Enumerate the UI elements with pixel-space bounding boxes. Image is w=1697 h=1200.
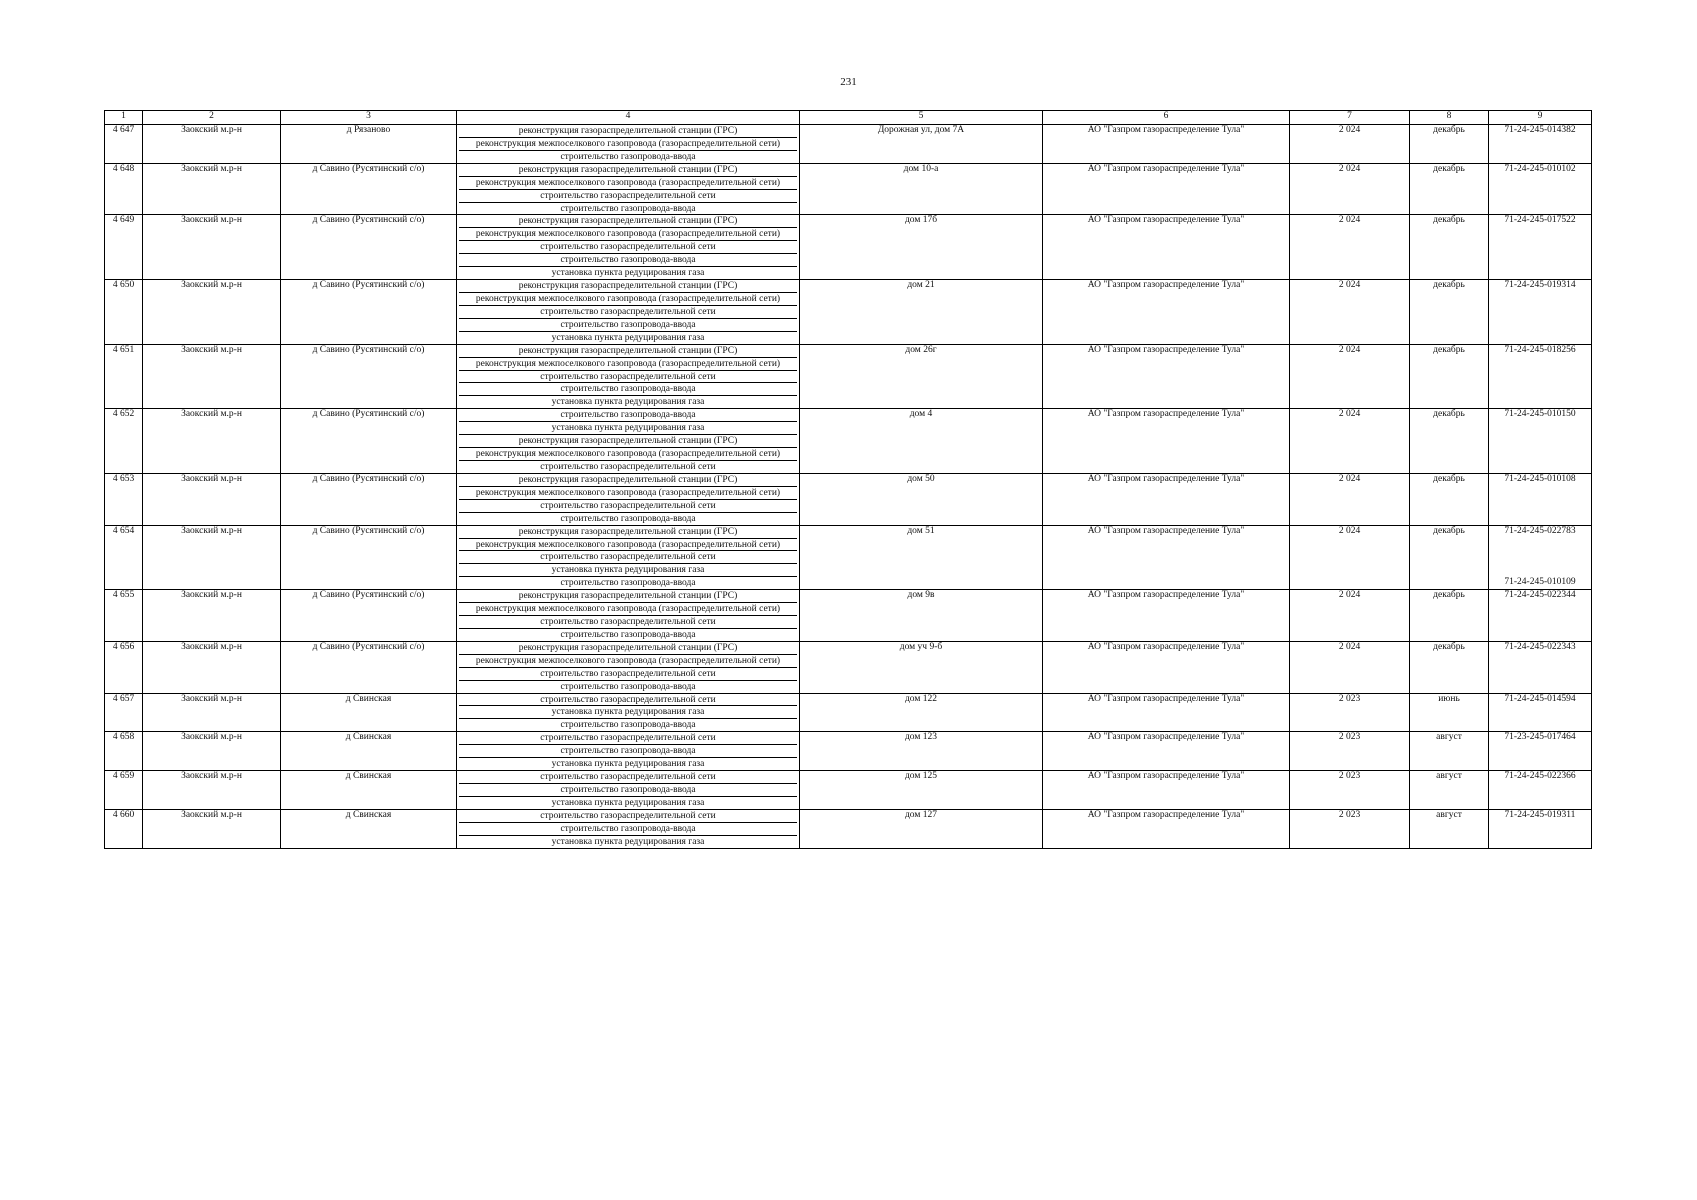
- table-row: [105, 409, 1592, 474]
- work-item: реконструкция газораспределительной станции (ГРС): [459, 435, 797, 448]
- organization-cell: АО "Газпром газораспределение Тула": [1043, 732, 1290, 771]
- year-cell: 2 024: [1290, 125, 1410, 164]
- year-cell: 2 023: [1290, 693, 1410, 732]
- table-row: [105, 125, 1592, 164]
- works-cell: [457, 693, 800, 732]
- month-cell: декабрь: [1410, 215, 1489, 280]
- work-item: реконструкция газораспределительной станции (ГРС): [459, 590, 797, 603]
- row-number: 4 660: [105, 809, 143, 848]
- row-number: 4 651: [105, 344, 143, 409]
- month-cell: август: [1410, 809, 1489, 848]
- column-header: 9: [1489, 111, 1592, 125]
- code-value: 71-24-245-010102: [1504, 163, 1576, 174]
- table-row: [105, 525, 1592, 590]
- organization-cell: АО "Газпром газораспределение Тула": [1043, 344, 1290, 409]
- month-cell: декабрь: [1410, 344, 1489, 409]
- year-cell: 2 023: [1290, 732, 1410, 771]
- address-cell: дом уч 9-б: [800, 641, 1043, 693]
- header-row: [105, 111, 1592, 125]
- code-value: 71-24-245-014594: [1504, 693, 1576, 704]
- locality-cell: д Свинская: [281, 771, 457, 810]
- locality-cell: д Свинская: [281, 809, 457, 848]
- row-number: 4 654: [105, 525, 143, 590]
- row-number: 4 649: [105, 215, 143, 280]
- locality-cell: д Савино (Русятинский с/о): [281, 641, 457, 693]
- works-cell: [457, 280, 800, 345]
- code-value: 71-24-245-019311: [1504, 809, 1576, 820]
- address-cell: дом 17б: [800, 215, 1043, 280]
- year-cell: 2 024: [1290, 163, 1410, 215]
- work-item: реконструкция газораспределительной станции (ГРС): [459, 215, 797, 228]
- work-item: установка пункта редуцирования газа: [551, 836, 705, 847]
- work-item: реконструкция газораспределительной станции (ГРС): [459, 164, 797, 177]
- organization-cell: АО "Газпром газораспределение Тула": [1043, 473, 1290, 525]
- month-cell: декабрь: [1410, 473, 1489, 525]
- work-item: установка пункта редуцирования газа: [551, 759, 705, 770]
- code-cell: [1489, 409, 1592, 474]
- work-item: строительство газораспределительной сети: [459, 668, 797, 681]
- work-item: установка пункта редуцирования газа: [551, 268, 705, 279]
- works-cell: [457, 525, 800, 590]
- code-value: 71-24-245-018256: [1504, 344, 1576, 355]
- column-header: 3: [281, 111, 457, 125]
- code-value: 71-24-245-022366: [1504, 771, 1576, 782]
- works-list: [459, 642, 797, 693]
- work-item: реконструкция межпоселкового газопровода (газораспределительной сети): [459, 228, 797, 241]
- work-item: реконструкция газораспределительной станции (ГРС): [459, 642, 797, 655]
- table-row: [105, 590, 1592, 642]
- month-cell: август: [1410, 771, 1489, 810]
- month-cell: декабрь: [1410, 590, 1489, 642]
- code-cell: [1489, 693, 1592, 732]
- work-item: установка пункта редуцирования газа: [551, 397, 705, 408]
- district-cell: Заокский м.р-н: [143, 525, 281, 590]
- year-cell: 2 024: [1290, 641, 1410, 693]
- works-list: [459, 694, 797, 732]
- column-header: 5: [800, 111, 1043, 125]
- work-item: строительство газопровода-ввода: [560, 151, 696, 162]
- district-cell: Заокский м.р-н: [143, 344, 281, 409]
- code-cell: [1489, 590, 1592, 642]
- organization-cell: АО "Газпром газораспределение Тула": [1043, 215, 1290, 280]
- locality-cell: д Савино (Русятинский с/о): [281, 163, 457, 215]
- works-list: [459, 125, 797, 163]
- table-row: [105, 771, 1592, 810]
- year-cell: 2 024: [1290, 473, 1410, 525]
- works-cell: [457, 771, 800, 810]
- code-value: 71-24-245-010150: [1504, 409, 1576, 420]
- row-number: 4 653: [105, 473, 143, 525]
- district-cell: Заокский м.р-н: [143, 215, 281, 280]
- locality-cell: д Савино (Русятинский с/о): [281, 280, 457, 345]
- row-number: 4 657: [105, 693, 143, 732]
- address-cell: дом 125: [800, 771, 1043, 810]
- work-item: строительство газопровода-ввода: [560, 578, 696, 589]
- organization-cell: АО "Газпром газораспределение Тула": [1043, 125, 1290, 164]
- work-item: установка пункта редуцирования газа: [551, 797, 705, 808]
- code-cell: [1489, 641, 1592, 693]
- works-list: [459, 215, 797, 279]
- gasification-table: [104, 110, 1592, 849]
- locality-cell: д Савино (Русятинский с/о): [281, 344, 457, 409]
- work-item: строительство газораспределительной сети: [459, 306, 797, 319]
- locality-cell: д Савино (Русятинский с/о): [281, 409, 457, 474]
- code-cell: [1489, 732, 1592, 771]
- district-cell: Заокский м.р-н: [143, 409, 281, 474]
- table-row: [105, 280, 1592, 345]
- table-row: [105, 693, 1592, 732]
- row-number: 4 648: [105, 163, 143, 215]
- code-value-extra: 71-24-245-010109: [1504, 577, 1576, 588]
- works-cell: [457, 809, 800, 848]
- work-item: строительство газопровода-ввода: [459, 784, 797, 797]
- code-cell: [1489, 280, 1592, 345]
- work-item: реконструкция газораспределительной станции (ГРС): [459, 526, 797, 539]
- organization-cell: АО "Газпром газораспределение Тула": [1043, 809, 1290, 848]
- year-cell: 2 024: [1290, 525, 1410, 590]
- row-number: 4 652: [105, 409, 143, 474]
- code-cell: [1489, 215, 1592, 280]
- locality-cell: д Савино (Русятинский с/о): [281, 525, 457, 590]
- locality-cell: д Савино (Русятинский с/о): [281, 473, 457, 525]
- work-item: строительство газораспределительной сети: [459, 190, 797, 203]
- table-row: [105, 473, 1592, 525]
- code-cell: [1489, 163, 1592, 215]
- district-cell: Заокский м.р-н: [143, 125, 281, 164]
- work-item: установка пункта редуцирования газа: [459, 706, 797, 719]
- row-number: 4 659: [105, 771, 143, 810]
- work-item: строительство газораспределительной сети: [459, 616, 797, 629]
- work-item: реконструкция газораспределительной станции (ГРС): [459, 280, 797, 293]
- address-cell: дом 26г: [800, 344, 1043, 409]
- address-cell: дом 51: [800, 525, 1043, 590]
- code-value: 71-23-245-017464: [1504, 732, 1576, 743]
- column-header: 4: [457, 111, 800, 125]
- works-cell: [457, 590, 800, 642]
- work-item: строительство газораспределительной сети: [459, 771, 797, 784]
- district-cell: Заокский м.р-н: [143, 771, 281, 810]
- code-value: 71-24-245-010108: [1504, 473, 1576, 484]
- works-cell: [457, 344, 800, 409]
- address-cell: дом 4: [800, 409, 1043, 474]
- code-cell: [1489, 525, 1592, 590]
- district-cell: Заокский м.р-н: [143, 590, 281, 642]
- works-list: [459, 732, 797, 770]
- month-cell: декабрь: [1410, 163, 1489, 215]
- work-item: реконструкция газораспределительной станции (ГРС): [459, 474, 797, 487]
- row-number: 4 658: [105, 732, 143, 771]
- code-value: 71-24-245-022783: [1504, 525, 1576, 536]
- work-item: строительство газораспределительной сети: [459, 694, 797, 707]
- table-row: [105, 732, 1592, 771]
- works-list: [459, 345, 797, 409]
- organization-cell: АО "Газпром газораспределение Тула": [1043, 590, 1290, 642]
- locality-cell: д Савино (Русятинский с/о): [281, 590, 457, 642]
- year-cell: 2 024: [1290, 409, 1410, 474]
- code-cell: [1489, 473, 1592, 525]
- work-item: реконструкция газораспределительной станции (ГРС): [459, 125, 797, 138]
- work-item: строительство газопровода-ввода: [459, 254, 797, 267]
- month-cell: декабрь: [1410, 280, 1489, 345]
- work-item: строительство газораспределительной сети: [459, 371, 797, 384]
- district-cell: Заокский м.р-н: [143, 473, 281, 525]
- table-row: [105, 215, 1592, 280]
- district-cell: Заокский м.р-н: [143, 163, 281, 215]
- work-item: реконструкция межпоселкового газопровода (газораспределительной сети): [459, 293, 797, 306]
- code-cell: [1489, 771, 1592, 810]
- month-cell: июнь: [1410, 693, 1489, 732]
- work-item: строительство газопровода-ввода: [459, 745, 797, 758]
- organization-cell: АО "Газпром газораспределение Тула": [1043, 693, 1290, 732]
- month-cell: декабрь: [1410, 125, 1489, 164]
- locality-cell: д Савино (Русятинский с/о): [281, 215, 457, 280]
- year-cell: 2 024: [1290, 280, 1410, 345]
- work-item: строительство газопровода-ввода: [459, 319, 797, 332]
- work-item: реконструкция межпоселкового газопровода (газораспределительной сети): [459, 138, 797, 151]
- table-row: [105, 641, 1592, 693]
- work-item: реконструкция межпоселкового газопровода (газораспределительной сети): [459, 539, 797, 552]
- organization-cell: АО "Газпром газораспределение Тула": [1043, 525, 1290, 590]
- address-cell: дом 10-а: [800, 163, 1043, 215]
- locality-cell: д Свинская: [281, 693, 457, 732]
- code-value: 71-24-245-019314: [1504, 280, 1576, 291]
- organization-cell: АО "Газпром газораспределение Тула": [1043, 163, 1290, 215]
- work-item: реконструкция газораспределительной станции (ГРС): [459, 345, 797, 358]
- column-header: 1: [105, 111, 143, 125]
- row-number: 4 655: [105, 590, 143, 642]
- work-item: реконструкция межпоселкового газопровода (газораспределительной сети): [459, 448, 797, 461]
- work-item: строительство газораспределительной сети: [459, 732, 797, 745]
- district-cell: Заокский м.р-н: [143, 732, 281, 771]
- works-list: [459, 590, 797, 641]
- work-item: строительство газопровода-ввода: [459, 409, 797, 422]
- code-value: 71-24-245-014382: [1504, 125, 1576, 135]
- organization-cell: АО "Газпром газораспределение Тула": [1043, 771, 1290, 810]
- works-list: [459, 280, 797, 344]
- year-cell: 2 024: [1290, 344, 1410, 409]
- code-value: 71-24-245-022343: [1504, 641, 1576, 652]
- month-cell: август: [1410, 732, 1489, 771]
- work-item: установка пункта редуцирования газа: [459, 564, 797, 577]
- code-cell: [1489, 809, 1592, 848]
- address-cell: дом 21: [800, 280, 1043, 345]
- work-item: реконструкция межпоселкового газопровода (газораспределительной сети): [459, 358, 797, 371]
- column-header: 6: [1043, 111, 1290, 125]
- locality-cell: д Рязаново: [281, 125, 457, 164]
- column-header: 2: [143, 111, 281, 125]
- work-item: строительство газораспределительной сети: [459, 241, 797, 254]
- district-cell: Заокский м.р-н: [143, 809, 281, 848]
- address-cell: дом 127: [800, 809, 1043, 848]
- works-list: [459, 526, 797, 590]
- works-cell: [457, 409, 800, 474]
- works-list: [459, 409, 797, 473]
- address-cell: дом 123: [800, 732, 1043, 771]
- district-cell: Заокский м.р-н: [143, 693, 281, 732]
- works-list: [459, 810, 797, 848]
- year-cell: 2 024: [1290, 590, 1410, 642]
- works-list: [459, 771, 797, 809]
- month-cell: декабрь: [1410, 409, 1489, 474]
- work-item: установка пункта редуцирования газа: [551, 332, 705, 343]
- page-number: 231: [840, 76, 857, 88]
- work-item: строительство газопровода-ввода: [560, 203, 696, 214]
- year-cell: 2 024: [1290, 215, 1410, 280]
- work-item: строительство газораспределительной сети: [540, 461, 716, 472]
- work-item: установка пункта редуцирования газа: [459, 422, 797, 435]
- table-row: [105, 344, 1592, 409]
- works-cell: [457, 163, 800, 215]
- row-number: 4 650: [105, 280, 143, 345]
- address-cell: Дорожная ул, дом 7А: [800, 125, 1043, 164]
- table-row: [105, 809, 1592, 848]
- works-cell: [457, 473, 800, 525]
- work-item: строительство газопровода-ввода: [459, 823, 797, 836]
- year-cell: 2 023: [1290, 771, 1410, 810]
- works-list: [459, 474, 797, 525]
- address-cell: дом 9в: [800, 590, 1043, 642]
- works-cell: [457, 215, 800, 280]
- works-cell: [457, 641, 800, 693]
- works-list: [459, 164, 797, 215]
- work-item: строительство газопровода-ввода: [560, 629, 696, 640]
- work-item: строительство газопровода-ввода: [560, 720, 696, 731]
- work-item: строительство газораспределительной сети: [459, 500, 797, 513]
- locality-cell: д Свинская: [281, 732, 457, 771]
- district-cell: Заокский м.р-н: [143, 641, 281, 693]
- work-item: строительство газораспределительной сети: [459, 810, 797, 823]
- code-cell: [1489, 125, 1592, 164]
- organization-cell: АО "Газпром газораспределение Тула": [1043, 280, 1290, 345]
- work-item: реконструкция межпоселкового газопровода (газораспределительной сети): [459, 177, 797, 190]
- row-number: 4 647: [105, 125, 143, 164]
- district-cell: Заокский м.р-н: [143, 280, 281, 345]
- works-cell: [457, 732, 800, 771]
- table-row: [105, 163, 1592, 215]
- code-value: 71-24-245-017522: [1504, 215, 1576, 226]
- organization-cell: АО "Газпром газораспределение Тула": [1043, 409, 1290, 474]
- works-cell: [457, 125, 800, 164]
- work-item: реконструкция межпоселкового газопровода (газораспределительной сети): [459, 487, 797, 500]
- work-item: реконструкция межпоселкового газопровода (газораспределительной сети): [459, 603, 797, 616]
- work-item: строительство газопровода-ввода: [560, 681, 696, 692]
- column-header: 7: [1290, 111, 1410, 125]
- work-item: строительство газораспределительной сети: [459, 551, 797, 564]
- month-cell: декабрь: [1410, 525, 1489, 590]
- address-cell: дом 122: [800, 693, 1043, 732]
- year-cell: 2 023: [1290, 809, 1410, 848]
- column-header: 8: [1410, 111, 1489, 125]
- work-item: реконструкция межпоселкового газопровода (газораспределительной сети): [459, 655, 797, 668]
- address-cell: дом 50: [800, 473, 1043, 525]
- work-item: строительство газопровода-ввода: [459, 383, 797, 396]
- code-value: 71-24-245-022344: [1504, 590, 1576, 601]
- code-cell: [1489, 344, 1592, 409]
- work-item: строительство газопровода-ввода: [560, 513, 696, 524]
- month-cell: декабрь: [1410, 641, 1489, 693]
- organization-cell: АО "Газпром газораспределение Тула": [1043, 641, 1290, 693]
- row-number: 4 656: [105, 641, 143, 693]
